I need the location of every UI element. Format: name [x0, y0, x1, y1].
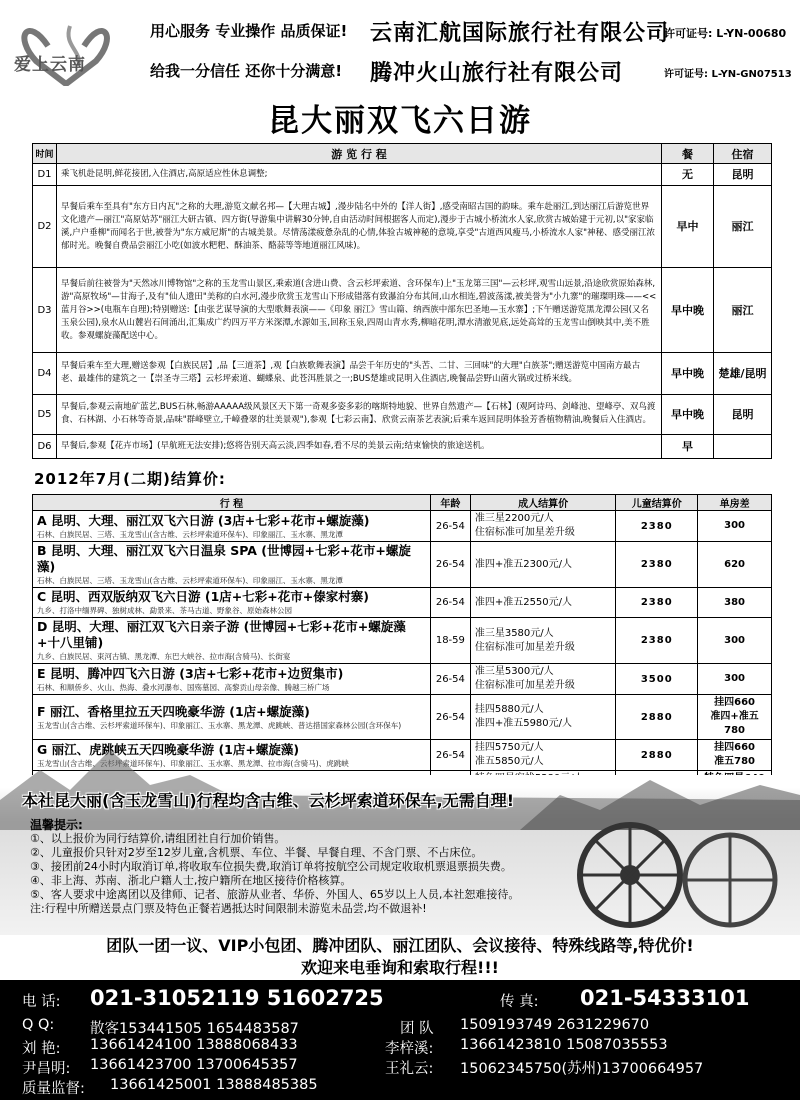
qq-label: Q Q: [22, 1017, 55, 1033]
price-section-title: 2012年7月(二期)结算价: [34, 470, 226, 488]
contact-name: 质量监督: [22, 1081, 85, 1097]
adult-price-cell [470, 542, 616, 588]
qq-number: 散客153441505 1654483587 [90, 1021, 299, 1037]
header-child-price: 儿童结算价 [616, 495, 698, 511]
hotel-cell [714, 434, 772, 458]
itinerary-row [33, 268, 772, 352]
adult-price-cell [470, 664, 616, 695]
single-room-line: 准五780 [714, 756, 756, 767]
contact-phone: 13661423810 15087035553 [460, 1037, 668, 1053]
license-2: 许可证号: L-YN-GN07513 [664, 69, 792, 80]
route-spots: 九乡、打洛中缅界碑、独树成林、勐景来、茶马古道、野象谷、原始森林公园 [37, 606, 292, 615]
child-price-cell: 3500 [616, 664, 698, 695]
banner-notice: 本社昆大丽(含玉龙雪山)行程均含古维、云杉坪索道环保车,无需自理! [22, 791, 515, 810]
single-room-cell [698, 588, 772, 618]
fax-label: 传 真: [500, 994, 539, 1010]
tel-label: 电 话: [22, 994, 61, 1010]
age-cell: 18-59 [430, 618, 470, 664]
child-price-cell: 2880 [616, 695, 698, 740]
route-name: D 昆明、大理、丽江双飞六日亲子游 (世博园+七彩+花市+螺旋藻+十八里铺) [37, 619, 406, 650]
slogan-2: 给我一分信任 还你十分满意! [150, 62, 343, 80]
itinerary-header-row [33, 144, 772, 164]
age-cell: 26-54 [430, 664, 470, 695]
notes-panel [30, 818, 550, 916]
note-item: ④、非上海、苏南、浙北户籍人士,按户籍所在地区接待价格核算。 [30, 874, 352, 887]
adult-price-line: 挂四5880元/人 [474, 704, 544, 715]
single-room-line: 300 [724, 673, 746, 684]
price-row [33, 664, 772, 695]
note-item: ①、以上报价为同行结算价,请组团社自行加价销售。 [30, 832, 286, 845]
child-price-cell: 2380 [616, 618, 698, 664]
day-cell: D2 [33, 186, 57, 268]
route-cell [33, 542, 431, 588]
header-time: 时间 [33, 144, 57, 164]
hotel-cell: 丽江 [714, 186, 772, 268]
logo-text: 爱上云南 [14, 55, 86, 75]
day-description: 乘飞机赴昆明,鲜花接团,入住酒店,高原适应性休息调整; [56, 164, 661, 186]
itinerary-row [33, 434, 772, 458]
route-name: F 丽江、香格里拉五天四晚豪华游 (1店+螺旋藻) [37, 703, 310, 719]
page-title: 昆大丽双飞六日游 [268, 103, 532, 139]
child-price-cell: 2380 [616, 542, 698, 588]
single-room-cell [698, 511, 772, 542]
day-cell: D4 [33, 352, 57, 394]
day-cell: D3 [33, 268, 57, 352]
price-row [33, 511, 772, 542]
adult-price-line: 准三星2200元/人 [474, 513, 554, 524]
company-name-1: 云南汇航国际旅行社有限公司 [370, 21, 670, 46]
single-room-line: 挂四660 [714, 697, 756, 708]
route-name: C 昆明、西双版纳双飞六日游 (1店+七彩+花市+傣家村寨) [37, 589, 369, 604]
contact-panel [0, 980, 800, 1100]
header-adult-price: 成人结算价 [470, 495, 616, 511]
contact-phone: 15062345750(苏州)13700664957 [460, 1061, 704, 1077]
note-item: 注:行程中所赠送景点门票及特色正餐若遇抵达时间限制未游览未品尝,均不做退补! [30, 902, 427, 915]
single-room-cell [698, 695, 772, 740]
day-description: 早餐后,参观云南地矿蓝艺,BUS石林,畅游AAAAA级风景区天下第一奇观多姿多彩的喀斯特地貌、世界自然遗产—【石林】(观阿诗玛、剑峰池、望峰亭、双鸟渡食、石林湖、小石林等奇景,品味"群峰壁立,千嶂叠翠的壮美景观"),参观【七彩云南】、欣赏云南茶艺表演;后乘车返回昆明体验芳香植物精油,晚餐后入住酒店。 [56, 394, 661, 434]
single-room-cell [698, 618, 772, 664]
tel-number: 021-31052119 51602725 [90, 986, 384, 1010]
adult-price-line: 准四+准五2550元/人 [474, 596, 573, 608]
adult-price-cell [470, 511, 616, 542]
route-spots: 石林、白族民居、三塔、玉龙雪山(含古维、云杉坪索道环保车)、印象丽江、玉水寨、黑龙潭 [37, 576, 343, 585]
price-row [33, 695, 772, 740]
route-spots: 九乡、白族民居、束河古镇、黑龙潭、东巴大峡谷、拉市海(含骑马)、长街宴 [37, 652, 291, 661]
itinerary-row [33, 186, 772, 268]
age-cell: 26-54 [430, 740, 470, 771]
slogan-1: 用心服务 专业操作 品质保证! [150, 22, 348, 40]
contact-phone: 13661423700 13700645357 [90, 1057, 298, 1073]
day-description: 早餐后乘车至具有"东方日内瓦"之称的大理,游览文献名邦—【大理古城】,漫步陆名中外的【洋人街】,感受南昭古国的韵味。乘车赴丽江,到达丽江后游览世界文化遗产—丽江"高原姑苏"丽江大研古镇、四方街(导游集中讲解30分钟,自由活动时间根据客人而定),漫步于古城小桥流水人家,欣赏古城始建于元初,以"家家临溪,户户垂柳"而闻名于世,被誉为"东方威尼斯"的古城美景。尽情荡漾疲惫杂乱的心情,体验古城神秘的意境,享受"古道西风瘦马,小桥流水人家"神秘、感受丽江浓郁时光。晚餐自费品尝丽江小吃(如波水粑粑、酥油茶、酪蒜等等地道丽江风味)。 [56, 186, 661, 268]
contact-name: 刘 艳: [22, 1041, 61, 1057]
single-room-cell [698, 542, 772, 588]
meal-cell: 早中晚 [662, 268, 714, 352]
itinerary-row [33, 394, 772, 434]
hotel-cell: 昆明 [714, 164, 772, 186]
single-room-line: 300 [724, 520, 746, 531]
contact-phone: 13661424100 13888068433 [90, 1037, 298, 1053]
hotel-cell: 丽江 [714, 268, 772, 352]
note-item: ②、儿童报价只针对2岁至12岁儿童,含机票、车位、半餐、早餐自理、不含门票、不占床位。 [30, 846, 483, 859]
single-room-line: 380 [724, 596, 746, 608]
company-name-2: 腾冲火山旅行社有限公司 [370, 61, 624, 86]
route-spots: 玉龙雪山(含古维、云杉坪索道环保车)、印象丽江、玉水寨、黑龙潭、虎跳峡、普达措国家森林公园(含环保车) [37, 720, 402, 730]
hotel-cell: 楚雄/昆明 [714, 352, 772, 394]
itinerary-table [32, 143, 772, 459]
meal-cell: 早 [662, 434, 714, 458]
day-description: 早餐后,参观【花卉市场】(早航班无法安排);悠将告别天高云淡,四季如春,看不尽的美景云南;结束愉快的旅途送机。 [56, 434, 661, 458]
price-header-row [33, 495, 772, 511]
header-meal: 餐 [662, 144, 714, 164]
notes-title: 温馨提示: [30, 818, 83, 832]
single-room-line: 300 [724, 634, 746, 646]
team-number: 1509193749 2631229670 [460, 1017, 650, 1033]
child-price-cell: 2380 [616, 511, 698, 542]
waterwheel-icon [560, 810, 790, 940]
header-route: 游 览 行 程 [56, 144, 661, 164]
header-single-room: 单房差 [698, 495, 772, 511]
day-cell: D1 [33, 164, 57, 186]
itinerary-row [33, 352, 772, 394]
single-room-cell [698, 664, 772, 695]
route-cell [33, 618, 431, 664]
contact-name: 王礼云: [385, 1061, 434, 1077]
contact-name: 李梓溪: [385, 1041, 434, 1057]
single-room-line: 准四+准五780 [710, 711, 759, 736]
route-name: G 丽江、虎跳峡五天四晚豪华游 (1店+螺旋藻) [37, 741, 300, 757]
promo-line-1: 团队一团一议、VIP小包团、腾冲团队、丽江团队、会议接待、特殊线路等,特优价! [106, 936, 694, 955]
price-row [33, 588, 772, 618]
adult-price-cell [470, 695, 616, 740]
adult-price-line: 准三星3580元/人 [474, 627, 554, 639]
adult-price-line: 住宿标准可加星差升级 [474, 680, 575, 691]
day-description: 早餐后乘车至大理,赠送参观【白族民居】,品【三道茶】,观【白族歌舞表演】品尝千年历史的"头苦、二甘、三回味"的大理"白族茶";赠送游览中国南方最古老、最雄伟的建筑之一【崇圣寺三塔】云杉坪索道、蝴蝶泉、此苍洱胜景之一;BUS楚雄或昆明入住酒店,晚餐品尝野山菌火锅或过桥米线。 [56, 352, 661, 394]
route-cell [33, 664, 431, 695]
adult-price-line: 准四+准五5980元/人 [474, 718, 573, 729]
route-cell [33, 588, 431, 618]
adult-price-line: 准三星5300元/人 [474, 666, 554, 677]
hotel-cell: 昆明 [714, 394, 772, 434]
adult-price-line: 准五5850元/人 [474, 756, 544, 767]
meal-cell: 早中晚 [662, 394, 714, 434]
note-item: ⑤、客人要求中途离团以及律师、记者、旅游从业者、华侨、外国人、65岁以上人员,本社恕难接待。 [30, 888, 520, 901]
header-hotel: 住宿 [714, 144, 772, 164]
fax-number: 021-54333101 [580, 986, 750, 1010]
header-age: 年龄 [430, 495, 470, 511]
adult-price-line: 住宿标准可加星差升级 [474, 641, 575, 653]
promo-line-2: 欢迎来电垂询和索取行程!!! [301, 958, 499, 977]
route-cell [33, 695, 431, 740]
team-label: 团 队 [400, 1021, 434, 1037]
note-item: ③、接团前24小时内取消订单,将收取车位损失费,取消订单将按航空公司规定收取机票退票损失费。 [30, 860, 512, 873]
meal-cell: 早中 [662, 186, 714, 268]
license-1: 许可证号: L-YN-00680 [664, 27, 787, 40]
adult-price-cell [470, 618, 616, 664]
header [0, 0, 800, 92]
route-cell [33, 511, 431, 542]
day-cell: D5 [33, 394, 57, 434]
single-room-line: 620 [724, 558, 746, 570]
meal-cell: 早中晚 [662, 352, 714, 394]
route-spots: 石林、白族民居、三塔、玉龙雪山(含古维、云杉坪索道环保车)、印象丽江、玉水寨、黑龙潭 [37, 529, 343, 539]
age-cell: 26-54 [430, 695, 470, 740]
route-spots: 石林、和顺侨乡、火山、热海、叠水河瀑布、国殇墓园、高黎贡山母亲像、腾越三桥广场 [37, 682, 330, 692]
meal-cell: 无 [662, 164, 714, 186]
contact-name: 尹昌明: [22, 1061, 71, 1077]
age-cell: 26-54 [430, 511, 470, 542]
route-name: E 昆明、腾冲四飞六日游 (3店+七彩+花市+边贸集市) [37, 665, 344, 681]
single-room-line: 挂四660 [714, 742, 756, 753]
adult-price-line: 住宿标准可加星差升级 [474, 527, 575, 538]
adult-price-line: 挂四5750元/人 [474, 742, 544, 753]
route-name: A 昆明、大理、丽江双飞六日游 (3店+七彩+花市+螺旋藻) [37, 512, 370, 528]
price-row [33, 542, 772, 588]
route-spots: 玉龙雪山(含古维、云杉坪索道环保车)、印象丽江、玉水寨、黑龙潭、拉市海(含骑马)、虎跳峡 [37, 758, 349, 768]
child-price-cell: 2880 [616, 740, 698, 771]
day-cell: D6 [33, 434, 57, 458]
day-description: 早餐后前往被誉为"天然冰川博物馆"之称的玉龙雪山景区,乘索道(含进山费、含云杉坪索道、含环保车)上"玉龙第三国"—云杉坪,观雪山远景,沿途欣赏原始森林,游"高原牧场"—甘海子,及有"仙人遗田"美称的白水河,漫步欣赏玉龙雪山下形成错落有致瀑泊分布其间,山水相连,碧波荡漾,被美誉为"小九寨"的璀璨明珠——<<蓝月谷>>(电瓶车自理);特别赠送:【由张艺谋导演的大型歌舞表演——《印象 丽江》雪山篇、纳西族中部东巴圣地—玉水寨】;下午赠送游览黑龙潭公园(又名玉泉公园),泉水从山麓岩石间涌出,汇集成广约四万平方米深潭,水源如玉,回称玉泉,四周山青水秀,柳暗花明,潭水清澈见底,远处高耸的玉龙雪山倒映其中,美不胜收。参观螺旋藻配送中心。 [56, 268, 661, 352]
header-route: 行 程 [33, 495, 431, 511]
itinerary-row [33, 164, 772, 186]
contact-phone: 13661425001 13888485385 [110, 1077, 318, 1093]
adult-price-line: 准四+准五2300元/人 [474, 558, 573, 570]
age-cell: 26-54 [430, 542, 470, 588]
price-row [33, 618, 772, 664]
route-name: B 昆明、大理、丽江双飞六日温泉 SPA (世博园+七彩+花市+螺旋藻) [37, 543, 411, 574]
age-cell: 26-54 [430, 588, 470, 618]
child-price-cell: 2380 [616, 588, 698, 618]
adult-price-cell [470, 588, 616, 618]
